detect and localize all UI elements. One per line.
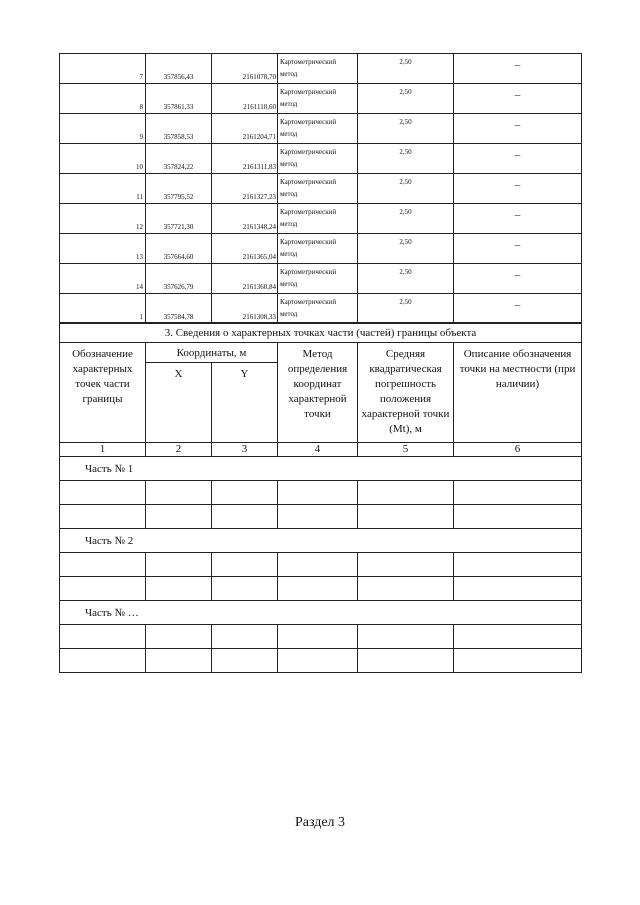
point-method (278, 114, 358, 144)
section3-table (59, 322, 582, 673)
header-designation: Обозначение характерных точек части границы (60, 343, 146, 443)
point-accuracy: 2,50 (358, 114, 454, 144)
point-row (60, 234, 582, 264)
method-line-1: Картометрический (280, 268, 337, 276)
empty-row (60, 625, 582, 649)
point-number: 11 (60, 174, 146, 204)
point-x: 357626,79 (146, 264, 212, 294)
column-number: 3 (212, 443, 278, 457)
column-number-row (60, 443, 582, 457)
empty-row (60, 649, 582, 673)
method-line-1: Картометрический (280, 208, 337, 216)
point-description: – (454, 294, 582, 324)
method-line-2: метод (280, 70, 298, 78)
empty-row (60, 577, 582, 601)
point-method (278, 234, 358, 264)
point-row (60, 204, 582, 234)
point-y: 2161308,33 (212, 294, 278, 324)
point-y: 2161078,70 (212, 54, 278, 84)
point-x: 357721,30 (146, 204, 212, 234)
header-x: X (146, 363, 212, 443)
point-number: 14 (60, 264, 146, 294)
point-x: 357861,33 (146, 84, 212, 114)
point-row (60, 84, 582, 114)
point-row (60, 144, 582, 174)
section3-title: 3. Сведения о характерных точках части (частей) границы объекта (60, 323, 582, 343)
point-number: 9 (60, 114, 146, 144)
point-y: 2161118,60 (212, 84, 278, 114)
point-number: 13 (60, 234, 146, 264)
column-number: 1 (60, 443, 146, 457)
method-line-1: Картометрический (280, 148, 337, 156)
point-number: 10 (60, 144, 146, 174)
part-label: Часть № 1 (60, 457, 582, 481)
part-label: Часть № 2 (60, 529, 582, 553)
method-line-2: метод (280, 250, 298, 258)
point-y: 2161204,71 (212, 114, 278, 144)
method-line-1: Картометрический (280, 88, 337, 96)
part-label: Часть № … (60, 601, 582, 625)
point-method (278, 84, 358, 114)
column-number: 6 (454, 443, 582, 457)
point-accuracy: 2,50 (358, 204, 454, 234)
point-x: 357584,78 (146, 294, 212, 324)
method-line-1: Картометрический (280, 178, 337, 186)
header-coordinates: Координаты, м (146, 343, 278, 363)
point-y: 2161348,24 (212, 204, 278, 234)
point-method (278, 294, 358, 324)
point-accuracy: 2,50 (358, 264, 454, 294)
method-line-2: метод (280, 220, 298, 228)
point-method (278, 54, 358, 84)
column-number: 4 (278, 443, 358, 457)
point-accuracy: 2,50 (358, 234, 454, 264)
point-accuracy: 2,50 (358, 144, 454, 174)
method-line-1: Картометрический (280, 58, 337, 66)
point-row (60, 54, 582, 84)
point-number: 12 (60, 204, 146, 234)
method-line-1: Картометрический (280, 118, 337, 126)
point-number: 8 (60, 84, 146, 114)
point-x: 357824,22 (146, 144, 212, 174)
point-description: – (454, 264, 582, 294)
point-description: – (454, 84, 582, 114)
method-line-2: метод (280, 100, 298, 108)
method-line-2: метод (280, 130, 298, 138)
point-number: 7 (60, 54, 146, 84)
point-method (278, 174, 358, 204)
point-accuracy: 2,50 (358, 294, 454, 324)
point-x: 357795,52 (146, 174, 212, 204)
point-description: – (454, 54, 582, 84)
point-method (278, 144, 358, 174)
method-line-2: метод (280, 310, 298, 318)
point-row (60, 294, 582, 324)
point-y: 2161365,04 (212, 234, 278, 264)
point-description: – (454, 234, 582, 264)
point-accuracy: 2,50 (358, 54, 454, 84)
header-method: Метод определения координат характерной точки (278, 343, 358, 443)
header-accuracy: Средняя квадратическая погрешность положения характерной точки (Mt), м (358, 343, 454, 443)
point-y: 2161327,23 (212, 174, 278, 204)
point-x: 357856,43 (146, 54, 212, 84)
point-number: 1 (60, 294, 146, 324)
empty-row (60, 505, 582, 529)
point-row (60, 114, 582, 144)
method-line-2: метод (280, 160, 298, 168)
column-number: 2 (146, 443, 212, 457)
points-table (59, 53, 582, 324)
point-x: 357664,60 (146, 234, 212, 264)
method-line-2: метод (280, 280, 298, 288)
empty-row (60, 481, 582, 505)
point-row (60, 174, 582, 204)
point-y: 2161311,83 (212, 144, 278, 174)
point-description: – (454, 114, 582, 144)
point-accuracy: 2,50 (358, 84, 454, 114)
section-footer: Раздел 3 (294, 815, 346, 830)
method-line-1: Картометрический (280, 238, 337, 246)
point-accuracy: 2,50 (358, 174, 454, 204)
point-description: – (454, 174, 582, 204)
point-description: – (454, 204, 582, 234)
point-y: 2161360,84 (212, 264, 278, 294)
method-line-2: метод (280, 190, 298, 198)
point-method (278, 264, 358, 294)
header-description: Описание обозначения точки на местности (при наличии) (454, 343, 582, 443)
point-row (60, 264, 582, 294)
point-description: – (454, 144, 582, 174)
point-x: 357858,53 (146, 114, 212, 144)
method-line-1: Картометрический (280, 298, 337, 306)
empty-row (60, 553, 582, 577)
column-number: 5 (358, 443, 454, 457)
point-method (278, 204, 358, 234)
header-y: Y (212, 363, 278, 443)
